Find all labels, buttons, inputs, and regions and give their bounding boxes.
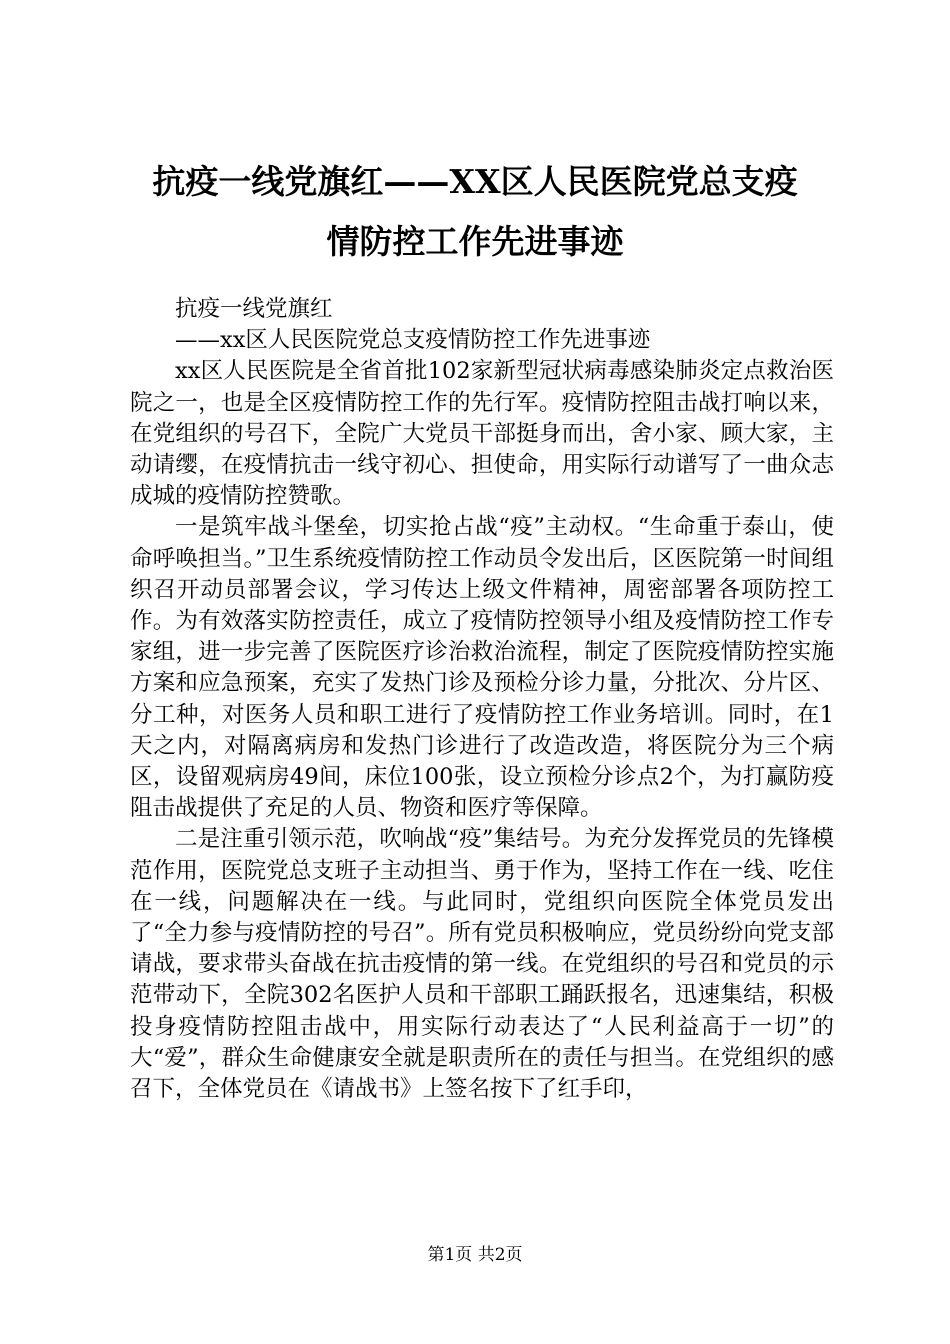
document-body [130,294,834,1105]
paragraph-point-1: 一是筑牢战斗堡垒，切实抢占战“疫”主动权。“生命重于泰山，使命呼唤担当。”卫生系统疫情防控工作动员令发出后，区医院第一时间组织召开动员部署会议，学习传达上级文件精神，周密部署各项防控工作。为有效落实防控责任，成立了疫情防控领导小组及疫情防控工作专家组，进一步完善了医院医疗诊治救治流程，制定了医院疫情防控实施方案和应急预案，充实了发热门诊及预检分诊力量，分批次、分片区、分工种，对医务人员和职工进行了疫情防控工作业务培训。同时，在1天之内，对隔离病房和发热门诊进行了改造改造，将医院分为三个病区，设留观病房49间，床位100张，设立预检分诊点2个，为打赢防疫阻击战提供了充足的人员、物资和医疗等保障。 [130,514,834,822]
subtitle: 抗疫一线党旗红 [175,296,333,322]
document-title-line2: 情防控工作先进事迹 [326,222,624,261]
document-title-line1: 抗疫一线党旗红——XX区人民医院党总支疫 [152,162,798,201]
subtitle-detail: ——xx区人民医院党总支疫情防控工作先进事迹 [175,327,651,354]
page-number: 第1页 共2页 [427,1245,523,1265]
paragraph-intro: xx区人民医院是全省首批102家新型冠状病毒感染肺炎定点救治医院之一，也是全区疫情防控工作的先行军。疫情防控阻击战打响以来，在党组织的号召下，全院广大党员干部挺身而出，舍小家、顾大家，主动请缨，在疫情抗击一线守初心、担使命，用实际行动谱写了一曲众志成城的疫情防控赞歌。 [130,358,834,510]
paragraph-point-2: 二是注重引领示范，吹响战“疫”集结号。为充分发挥党员的先锋模范作用，医院党总支班子主动担当、勇于作为，坚持工作在一线、吃住在一线，问题解决在一线。与此同时，党组织向医院全体党员发出了“全力参与疫情防控的号召”。所有党员积极响应，党员纷纷向党支部请战，要求带头奋战在抗击疫情的第一线。在党组织的号召和党员的示范带动下，全院302名医护人员和干部职工踊跃报名，迅速集结，积极投身疫情防控阻击战中，用实际行动表达了“人民利益高于一切”的大“爱”，群众生命健康安全就是职责所在的责任与担当。在党组织的感召下，全体党员在《请战书》上签名按下了红手印， [130,826,834,1103]
